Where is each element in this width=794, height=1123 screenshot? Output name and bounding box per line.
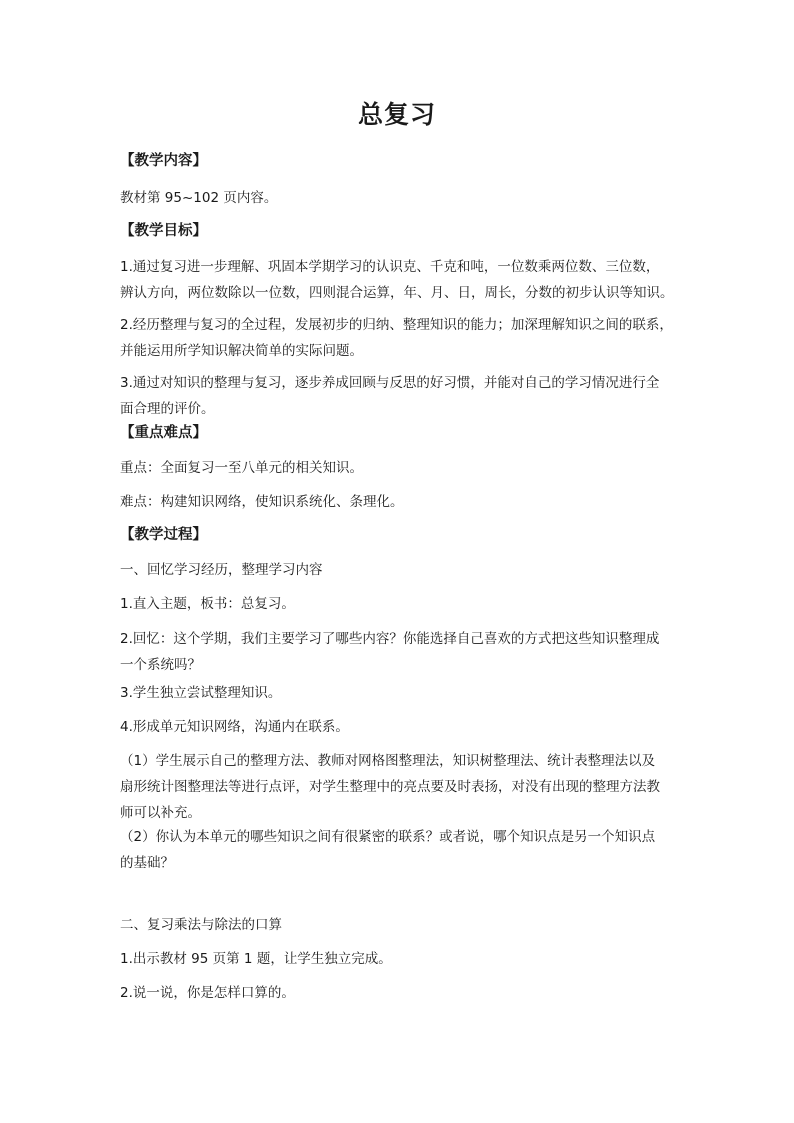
sub-step-1-line-1: （1）学生展示自己的整理方法、教师对网格图整理法，知识树整理法、统计表整理法以及 xyxy=(120,753,656,769)
step-2-line-1: 2.回忆：这个学期，我们主要学习了哪些内容？你能选择自己喜欢的方式把这些知识整理成 xyxy=(120,631,660,647)
step-2 xyxy=(120,626,680,678)
section-2-step-1: 1.出示教材 95 页第 1 题，让学生独立完成。 xyxy=(120,951,392,967)
key-point-text: 重点：全面复习一至八单元的相关知识。 xyxy=(120,460,363,476)
sub-step-2-line-2: 的基础？ xyxy=(120,855,174,871)
step-3: 3.学生独立尝试整理知识。 xyxy=(120,685,282,701)
goal-3-line-2: 面合理的评价。 xyxy=(120,401,215,417)
section-2-step-2: 2.说一说，你是怎样口算的。 xyxy=(120,985,295,1001)
sub-step-2 xyxy=(120,824,680,876)
goal-2-line-1: 2.经历整理与复习的全过程，发展初步的归纳、整理知识的能力；加深理解知识之间的联系， xyxy=(120,317,673,333)
goal-2-line-2: 并能运用所学知识解决简单的实际问题。 xyxy=(120,343,363,359)
sub-step-2-line-1: （2）你认为本单元的哪些知识之间有很紧密的联系？或者说，哪个知识点是另一个知识点 xyxy=(120,829,656,845)
sub-step-1 xyxy=(120,748,680,826)
heading-teaching-content: 【教学内容】 xyxy=(120,153,207,169)
goal-1-line-1: 1.通过复习进一步理解、巩固本学期学习的认识克、千克和吨，一位数乘两位数、三位数， xyxy=(120,259,660,275)
difficult-point-text: 难点：构建知识网络，使知识系统化、条理化。 xyxy=(120,494,404,510)
section-2-title: 二、复习乘法与除法的口算 xyxy=(120,917,282,933)
heading-teaching-process: 【教学过程】 xyxy=(120,527,207,543)
heading-teaching-goals: 【教学目标】 xyxy=(120,223,207,239)
teaching-content-text: 教材第 95~102 页内容。 xyxy=(120,190,278,206)
sub-step-1-line-3: 师可以补充。 xyxy=(120,805,201,821)
goal-1 xyxy=(120,254,680,306)
step-2-line-2: 一个系统吗？ xyxy=(120,657,201,673)
sub-step-1-line-2: 扇形统计图整理法等进行点评，对学生整理中的亮点要及时表扬，对没有出现的整理方法教 xyxy=(120,779,660,795)
step-1: 1.直入主题，板书：总复习。 xyxy=(120,596,295,612)
goal-3 xyxy=(120,370,680,422)
page-title: 总复习 xyxy=(357,100,436,129)
heading-key-points: 【重点难点】 xyxy=(120,425,207,441)
goal-2 xyxy=(120,312,680,364)
goal-1-line-2: 辨认方向，两位数除以一位数，四则混合运算，年、月、日，周长，分数的初步认识等知识。 xyxy=(120,285,674,301)
step-4: 4.形成单元知识网络，沟通内在联系。 xyxy=(120,719,349,735)
section-1-title: 一、回忆学习经历，整理学习内容 xyxy=(120,562,323,578)
goal-3-line-1: 3.通过对知识的整理与复习，逐步养成回顾与反思的好习惯，并能对自己的学习情况进行全 xyxy=(120,375,660,391)
